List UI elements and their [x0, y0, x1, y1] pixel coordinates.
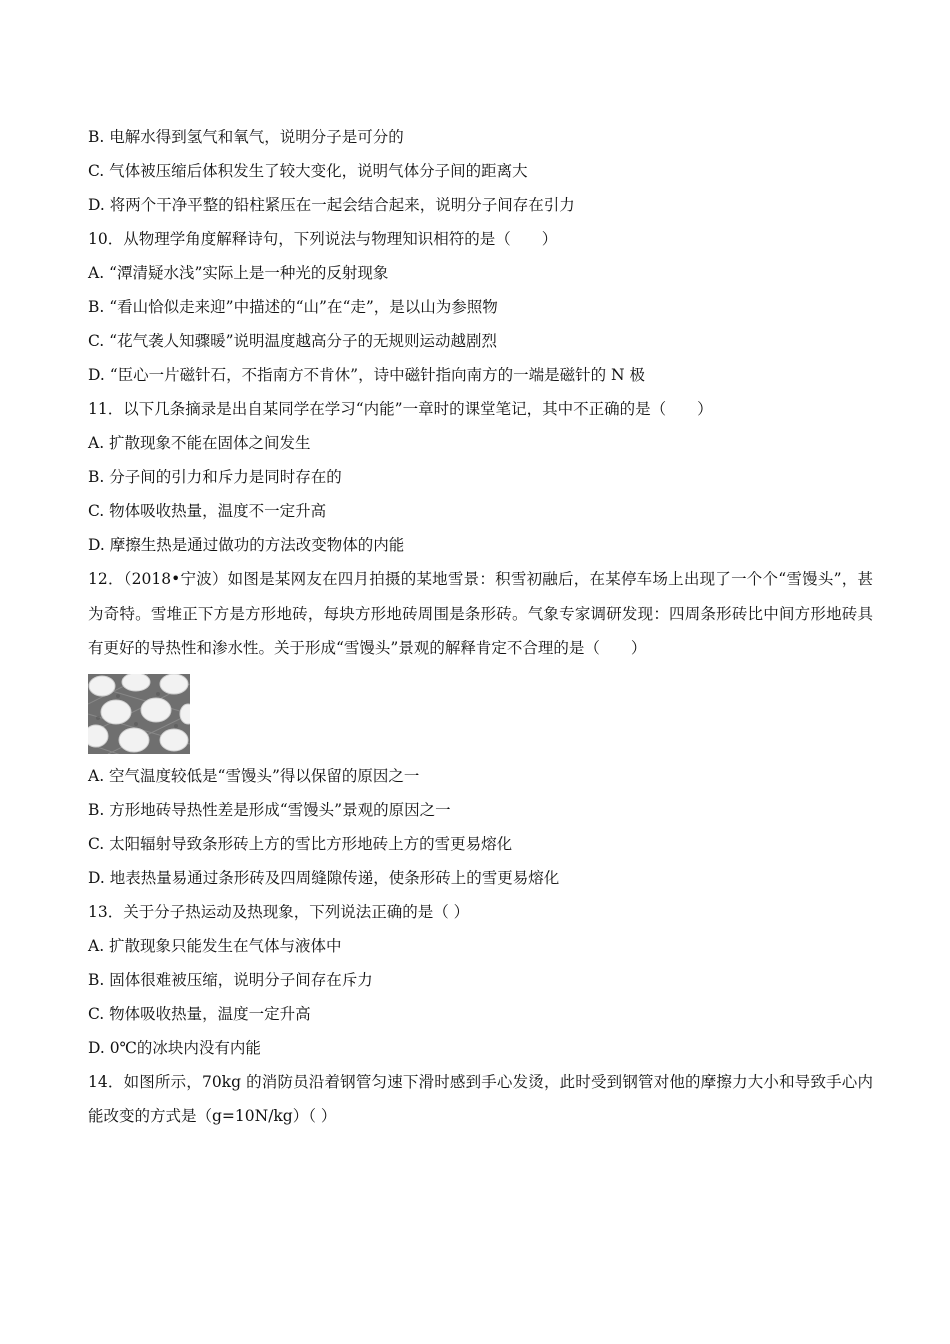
question-10-stem: 10．从物理学角度解释诗句，下列说法与物理知识相符的是（ ） — [88, 230, 558, 248]
option-10c: C. “花气袭人知骤暖”说明温度越高分子的无规则运动越剧烈 — [88, 332, 498, 350]
option-13c: C. 物体吸收热量，温度一定升高 — [88, 1004, 311, 1023]
option-9d: D. 将两个干净平整的铅柱紧压在一起会结合起来，说明分子间存在引力 — [88, 196, 575, 214]
option-13d: D. 0℃的冰块内没有内能 — [88, 1038, 261, 1057]
question-13-stem: 13．关于分子热运动及热现象，下列说法正确的是（ ） — [88, 902, 470, 921]
question-content — [88, 120, 873, 1134]
question-12-stem: 12．（2018•宁波）如图是某网友在四月拍摄的某地雪景：积雪初融后，在某停车场上出现了一个个“雪馒头”，甚为奇特。雪堆正下方是方形地砖，每块方形地砖周围是条形砖。气象专家调研发现：四周条形砖比中间方形地砖具有更好的导热性和渗水性。关于形成“雪馒头”景观的解释肯定不合理的是（ ） — [88, 570, 873, 657]
option-11a: A. 扩散现象不能在固体之间发生 — [88, 434, 311, 452]
option-13b: B. 固体很难被压缩，说明分子间存在斥力 — [88, 970, 373, 989]
option-13a: A. 扩散现象只能发生在气体与液体中 — [88, 936, 342, 955]
option-12d: D. 地表热量易通过条形砖及四周缝隙传递，使条形砖上的雪更易熔化 — [88, 868, 560, 887]
option-9b: B. 电解水得到氢气和氧气，说明分子是可分的 — [88, 128, 404, 146]
option-10b: B. “看山恰似走来迎”中描述的“山”在“走”，是以山为参照物 — [88, 298, 498, 316]
option-12a: A. 空气温度较低是“雪馒头”得以保留的原因之一 — [88, 766, 420, 785]
option-11c: C. 物体吸收热量，温度不一定升高 — [88, 502, 327, 520]
option-11d: D. 摩擦生热是通过做功的方法改变物体的内能 — [88, 536, 405, 554]
snow-mound-photo-icon — [88, 674, 190, 754]
question-14-stem: 14．如图所示，70kg 的消防员沿着钢管匀速下滑时感到手心发烫，此时受到钢管对他的摩擦力大小和导致手心内能改变的方式是（g=10N/kg）（ ） — [88, 1072, 873, 1125]
option-10d: D. “臣心一片磁针石，不指南方不肯休”，诗中磁针指向南方的一端是磁针的 N 极 — [88, 366, 645, 384]
option-12b: B. 方形地砖导热性差是形成“雪馒头”景观的原因之一 — [88, 800, 451, 819]
option-12c: C. 太阳辐射导致条形砖上方的雪比方形地砖上方的雪更易熔化 — [88, 834, 513, 853]
option-11b: B. 分子间的引力和斥力是同时存在的 — [88, 468, 342, 486]
option-10a: A. “潭清疑水浅”实际上是一种光的反射现象 — [88, 264, 389, 282]
question-11-stem: 11．以下几条摘录是出自某同学在学习“内能”一章时的课堂笔记，其中不正确的是（ ） — [88, 400, 713, 418]
option-9c: C. 气体被压缩后体积发生了较大变化，说明气体分子间的距离大 — [88, 162, 528, 180]
